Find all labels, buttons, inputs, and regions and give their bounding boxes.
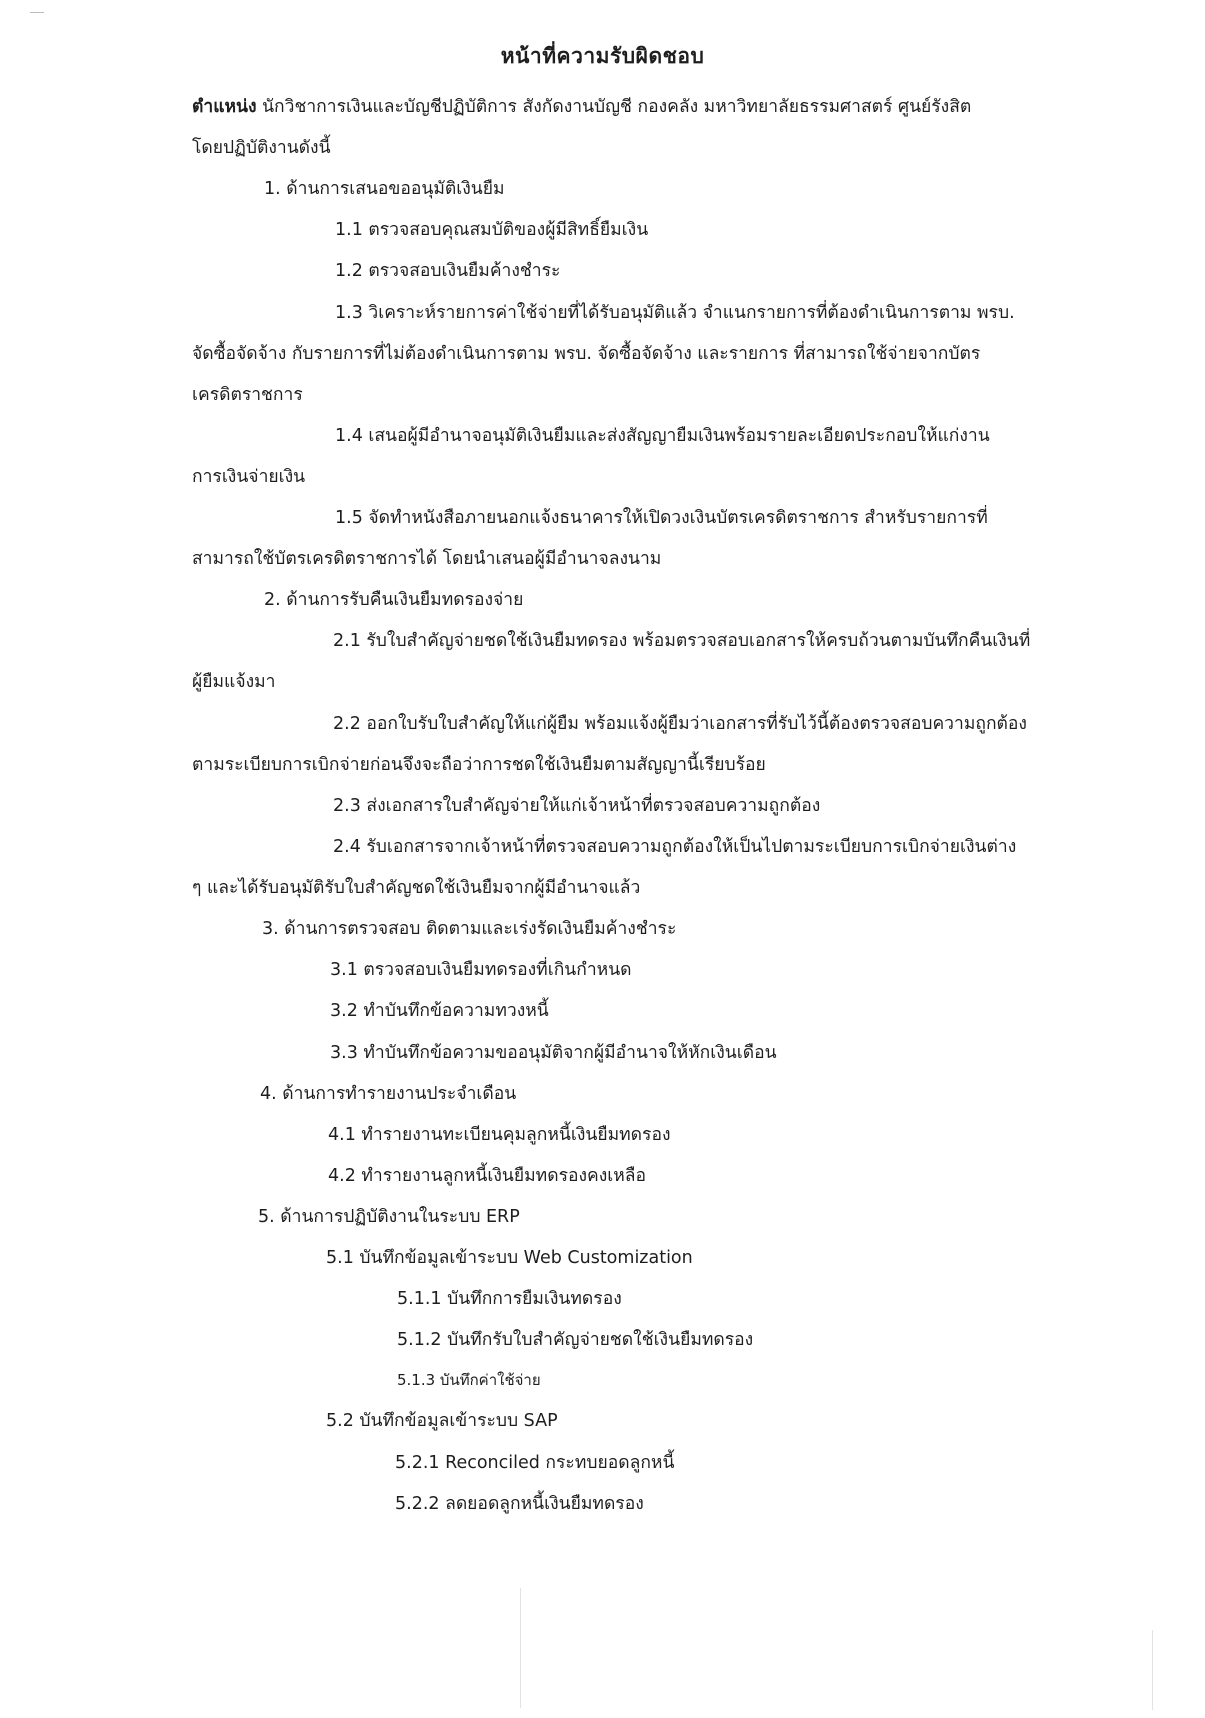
item-3-1: 3.1 ตรวจสอบเงินยืมทดรองที่เกินกำหนด bbox=[330, 960, 632, 980]
item-1-5-line2: สามารถใช้บัตรเครดิตราชการได้ โดยนำเสนอผู้มีอำนาจลงนาม bbox=[192, 549, 662, 569]
item-5-2-2: 5.2.2 ลดยอดลูกหนี้เงินยืมทดรอง bbox=[395, 1494, 644, 1514]
item-5-2: 5.2 บันทึกข้อมูลเข้าระบบ SAP bbox=[326, 1411, 558, 1431]
item-1-3-line1: 1.3 วิเคราะห์รายการค่าใช้จ่ายที่ได้รับอนุมัติแล้ว จำแนกรายการที่ต้องดำเนินการตาม พรบ. bbox=[335, 303, 1015, 323]
page-title: หน้าที่ความรับผิดชอบ bbox=[500, 44, 705, 68]
section-1-heading: 1. ด้านการเสนอขออนุมัติเงินยืม bbox=[264, 179, 505, 199]
scan-artifact bbox=[30, 12, 44, 13]
item-2-2-line2: ตามระเบียบการเบิกจ่ายก่อนจึงจะถือว่าการชดใช้เงินยืมตามสัญญานี้เรียบร้อย bbox=[192, 755, 766, 775]
item-2-1-line2: ผู้ยืมแจ้งมา bbox=[192, 672, 276, 692]
item-4-1: 4.1 ทำรายงานทะเบียนคุมลูกหนี้เงินยืมทดรอง bbox=[328, 1125, 671, 1145]
section-2-heading: 2. ด้านการรับคืนเงินยืมทดรองจ่าย bbox=[264, 590, 524, 610]
item-4-2: 4.2 ทำรายงานลูกหนี้เงินยืมทดรองคงเหลือ bbox=[328, 1166, 647, 1186]
item-1-4-line1: 1.4 เสนอผู้มีอำนาจอนุมัติเงินยืมและส่งสัญญายืมเงินพร้อมรายละเอียดประกอบให้แก่งาน bbox=[335, 426, 990, 446]
item-1-4-line2: การเงินจ่ายเงิน bbox=[192, 467, 306, 487]
item-3-3: 3.3 ทำบันทึกข้อความขออนุมัติจากผู้มีอำนาจให้หักเงินเดือน bbox=[330, 1043, 777, 1063]
section-3-heading: 3. ด้านการตรวจสอบ ติดตามและเร่งรัดเงินยืมค้างชำระ bbox=[262, 919, 677, 939]
item-2-3: 2.3 ส่งเอกสารใบสำคัญจ่ายให้แก่เจ้าหน้าที่ตรวจสอบความถูกต้อง bbox=[333, 796, 821, 816]
position-line bbox=[192, 95, 971, 119]
scan-artifact bbox=[520, 1588, 521, 1708]
item-2-1-line1: 2.1 รับใบสำคัญจ่ายชดใช้เงินยืมทดรอง พร้อมตรวจสอบเอกสารให้ครบถ้วนตามบันทึกคืนเงินที่ bbox=[333, 631, 1031, 651]
position-label: ตำแหน่ง bbox=[192, 97, 257, 117]
item-1-1: 1.1 ตรวจสอบคุณสมบัติของผู้มีสิทธิ์ยืมเงิน bbox=[335, 220, 649, 240]
position-continuation: โดยปฏิบัติงานดังนี้ bbox=[192, 138, 331, 158]
item-5-2-1: 5.2.1 Reconciled กระทบยอดลูกหนี้ bbox=[395, 1453, 675, 1473]
item-5-1-3: 5.1.3 บันทึกค่าใช้จ่าย bbox=[397, 1371, 541, 1389]
item-1-2: 1.2 ตรวจสอบเงินยืมค้างชำระ bbox=[335, 261, 561, 281]
item-1-3-line2: จัดซื้อจัดจ้าง กับรายการที่ไม่ต้องดำเนินการตาม พรบ. จัดซื้อจัดจ้าง และรายการ ที่สามารถใช้จ่ายจากบัตร bbox=[192, 344, 981, 364]
item-2-2-line1: 2.2 ออกใบรับใบสำคัญให้แก่ผู้ยืม พร้อมแจ้งผู้ยืมว่าเอกสารที่รับไว้นี้ต้องตรวจสอบความถูกต้อง bbox=[333, 714, 1027, 734]
item-5-1-1: 5.1.1 บันทึกการยืมเงินทดรอง bbox=[397, 1289, 622, 1309]
section-4-heading: 4. ด้านการทำรายงานประจำเดือน bbox=[260, 1084, 517, 1104]
item-5-1-2: 5.1.2 บันทึกรับใบสำคัญจ่ายชดใช้เงินยืมทดรอง bbox=[397, 1330, 754, 1350]
item-2-4-line2: ๆ และได้รับอนุมัติรับใบสำคัญชดใช้เงินยืมจากผู้มีอำนาจแล้ว bbox=[192, 878, 641, 898]
section-5-heading: 5. ด้านการปฏิบัติงานในระบบ ERP bbox=[258, 1207, 520, 1227]
scan-artifact bbox=[1152, 1630, 1153, 1710]
item-1-5-line1: 1.5 จัดทำหนังสือภายนอกแจ้งธนาคารให้เปิดวงเงินบัตรเครดิตราชการ สำหรับรายการที่ bbox=[335, 508, 988, 528]
item-1-3-line3: เครดิตราชการ bbox=[192, 385, 303, 405]
item-3-2: 3.2 ทำบันทึกข้อความทวงหนี้ bbox=[330, 1001, 549, 1021]
position-text: นักวิชาการเงินและบัญชีปฏิบัติการ สังกัดงานบัญชี กองคลัง มหาวิทยาลัยธรรมศาสตร์ ศูนย์รังสิต bbox=[262, 97, 972, 117]
item-2-4-line1: 2.4 รับเอกสารจากเจ้าหน้าที่ตรวจสอบความถูกต้องให้เป็นไปตามระเบียบการเบิกจ่ายเงินต่าง bbox=[333, 837, 1017, 857]
item-5-1: 5.1 บันทึกข้อมูลเข้าระบบ Web Customization bbox=[326, 1248, 693, 1268]
